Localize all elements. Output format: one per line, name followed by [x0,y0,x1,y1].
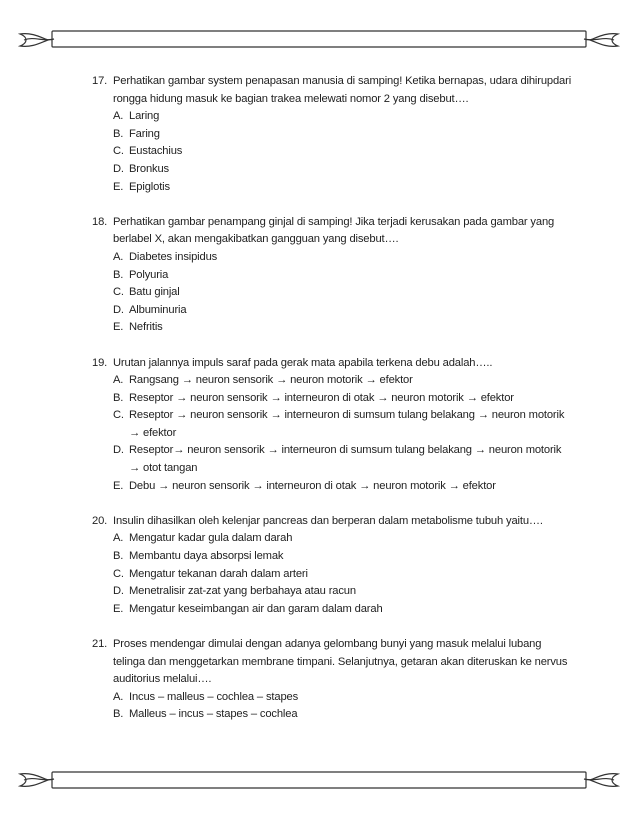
option-text: Debu → neuron sensorik → interneuron di otak → neuron motorik → efektor [129,479,496,492]
option-c [92,284,572,302]
option-letter: A. [113,110,124,123]
option-letter: B. [113,708,124,721]
option-letter: B. [113,391,124,404]
option-text: Diabetes insipidus [129,250,218,263]
option-text: Rangsang → neuron sensorik → neuron motorik → efektor [129,374,413,387]
question-text: Perhatikan gambar system penapasan manusia di samping! Ketika bernapas, udara dihirupdari rongga hidung masuk ke bagian trakea melewati nomor 2 yang disebut…. [113,75,572,105]
option-c [92,407,572,442]
question-17 [92,73,572,196]
option-d [92,161,572,179]
option-text: Epiglotis [129,180,170,193]
option-b [92,267,572,285]
option-letter: E. [113,602,124,615]
option-letter: D. [113,303,124,316]
option-b [92,706,572,724]
question-21 [92,636,572,724]
option-text: Reseptor → neuron sensorik → interneuron di sumsum tulang belakang → neuron motorik → efektor [129,409,565,439]
question-text: Proses mendengar dimulai dengan adanya gelombang bunyi yang masuk melalui lubang telinga dan menggetarkan membrane timpani. Selanjutnya, getaran akan diteruskan ke nervus auditorius melalui…. [113,638,568,686]
question-number: 19. [92,356,108,369]
option-text: Eustachius [129,145,183,158]
question-number: 20. [92,514,108,527]
option-letter: C. [113,409,124,422]
option-a [92,530,572,548]
option-text: Batu ginjal [129,286,180,299]
option-letter: D. [113,162,124,175]
question-number: 17. [92,75,108,87]
option-text: Bronkus [129,162,169,175]
option-text: Polyuria [129,268,169,281]
scroll-banner-top [18,30,620,50]
question-text: Insulin dihasilkan oleh kelenjar pancreas dan berperan dalam metabolisme tubuh yaitu…. [113,514,543,527]
question-text: Perhatikan gambar penampang ginjal di samping! Jika terjadi kerusakan pada gambar yang berlabel X, akan mengakibatkan gangguan yang disebut…. [113,215,555,246]
option-letter: C. [113,145,124,158]
option-text: Albuminuria [129,303,187,316]
option-letter: E. [113,180,124,193]
option-letter: A. [113,374,124,387]
option-d [92,583,572,601]
option-letter: E. [113,479,124,492]
option-a [92,689,572,707]
option-letter: B. [113,268,124,281]
option-letter: A. [113,532,124,545]
option-c [92,566,572,584]
option-letter: B. [113,550,124,563]
option-letter: D. [113,585,124,598]
option-text: Menetralisir zat-zat yang berbahaya atau racun [129,585,356,598]
option-e [92,601,572,619]
option-b [92,390,572,408]
option-letter: A. [113,690,124,703]
option-letter: B. [113,127,124,140]
option-a [92,372,572,390]
option-letter: A. [113,250,124,263]
option-text: Mengatur keseimbangan air dan garam dalam darah [129,602,383,615]
option-e [92,179,572,197]
option-text: Membantu daya absorpsi lemak [129,550,284,563]
option-letter: C. [113,567,124,580]
option-text: Nefritis [129,321,163,334]
option-a [92,249,572,267]
option-letter: E. [113,321,124,334]
option-letter: D. [113,444,124,457]
question-20 [92,513,572,619]
option-text: Reseptor → neuron sensorik → interneuron di otak → neuron motorik → efektor [129,391,514,404]
option-letter: C. [113,286,124,299]
option-b [92,126,572,144]
option-a [92,108,572,126]
option-d [92,442,572,477]
option-d [92,302,572,320]
option-text: Laring [129,110,160,123]
question-list [92,73,572,742]
option-e [92,478,572,496]
option-e [92,319,572,337]
question-19 [92,355,572,496]
option-text: Mengatur kadar gula dalam darah [129,532,293,545]
option-text: Reseptor→ neuron sensorik → interneuron di sumsum tulang belakang → neuron motorik → otot tangan [129,444,562,475]
question-text: Urutan jalannya impuls saraf pada gerak mata apabila terkena debu adalah….. [113,356,493,369]
question-number: 21. [92,638,108,650]
option-text: Faring [129,127,160,140]
question-number: 18. [92,215,108,228]
scroll-banner-bottom [18,770,620,790]
option-text: Mengatur tekanan darah dalam arteri [129,567,308,580]
option-text: Incus – malleus – cochlea – stapes [129,690,299,703]
option-c [92,143,572,161]
option-b [92,548,572,566]
option-text: Malleus – incus – stapes – cochlea [129,708,298,721]
question-18 [92,214,572,337]
